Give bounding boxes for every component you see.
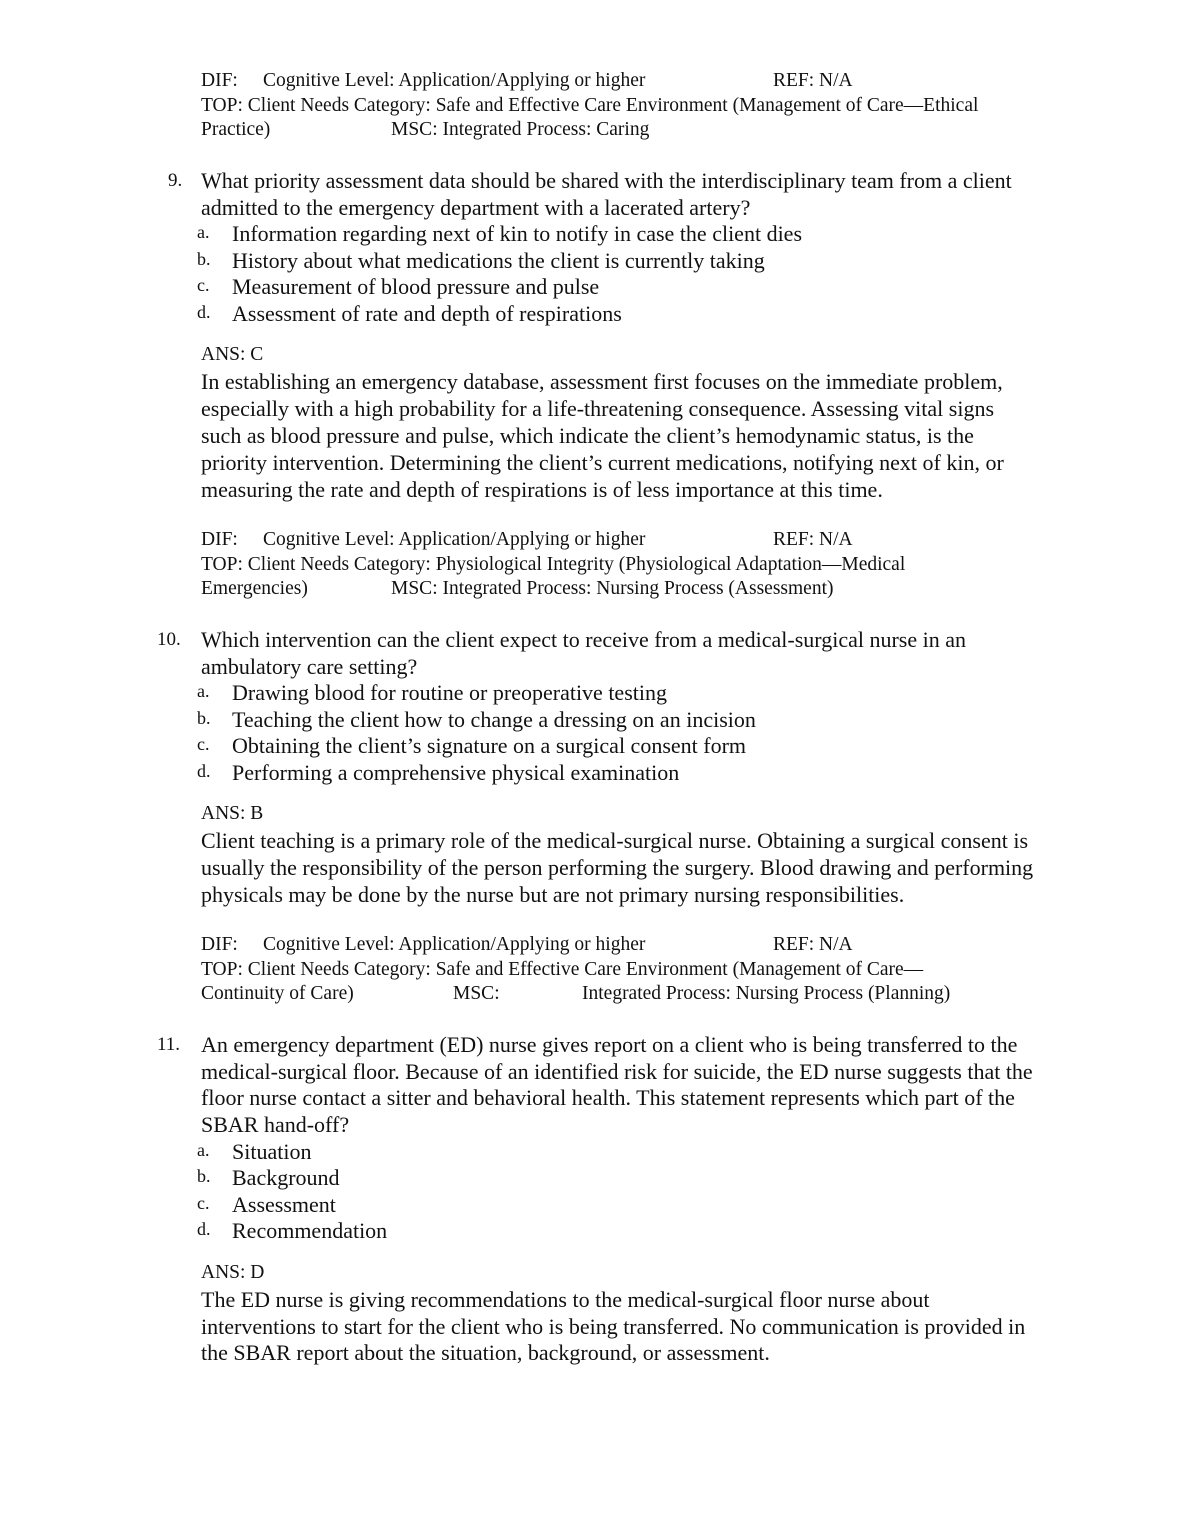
option-letter: b. xyxy=(197,707,211,728)
option-text: Performing a comprehensive physical examination xyxy=(232,759,680,785)
question-stem: An emergency department (ED) nurse gives report on a client who is being transferred to the xyxy=(201,1032,1018,1057)
msc-value: Integrated Process: Nursing Process (Planning) xyxy=(582,983,951,1004)
option-letter: c. xyxy=(197,734,210,755)
rationale-line: physicals may be done by the nurse but are not primary nursing responsibilities. xyxy=(201,882,905,907)
answer-label: ANS: D xyxy=(201,1261,265,1283)
question-stem: admitted to the emergency department with a lacerated artery? xyxy=(201,194,751,220)
question-stem: Which intervention can the client expect to receive from a medical-surgical nurse in an xyxy=(201,627,966,652)
option-letter: b. xyxy=(197,1166,211,1187)
option-text: Information regarding next of kin to notify in case the client dies xyxy=(232,221,803,247)
option-text: Assessment xyxy=(232,1191,336,1217)
top-line: TOP: Client Needs Category: Safe and Effective Care Environment (Management of Care—Ethical xyxy=(201,95,979,116)
msc-label: MSC: Integrated Process: Caring xyxy=(391,119,650,140)
dif-value: Cognitive Level: Application/Applying or higher xyxy=(263,70,646,91)
option-text: Assessment of rate and depth of respirations xyxy=(232,300,622,326)
option-letter: a. xyxy=(197,681,210,702)
option-text: Obtaining the client’s signature on a surgical consent form xyxy=(232,733,747,759)
rationale-line: In establishing an emergency database, assessment first focuses on the immediate problem, xyxy=(201,369,1003,395)
dif-value: Cognitive Level: Application/Applying or higher xyxy=(263,529,646,550)
option-text: History about what medications the client is currently taking xyxy=(232,247,765,273)
ref-value: REF: N/A xyxy=(773,70,853,91)
option-text: Situation xyxy=(232,1138,312,1164)
question-stem: medical-surgical floor. Because of an identified risk for suicide, the ED nurse suggests that the xyxy=(201,1058,1033,1084)
rationale-line: usually the responsibility of the person performing the surgery. Blood drawing and performing xyxy=(201,855,1034,881)
option-letter: b. xyxy=(197,248,211,269)
question-stem: SBAR hand-off? xyxy=(201,1112,350,1138)
question-stem: What priority assessment data should be shared with the interdisciplinary team from a client xyxy=(201,168,1012,193)
dif-label: DIF: xyxy=(201,529,238,550)
top-line: Emergencies) xyxy=(201,578,308,599)
question-number: 11. xyxy=(157,1034,181,1055)
rationale-line: measuring the rate and depth of respirations is of less importance at this time. xyxy=(201,476,883,502)
option-text: Measurement of blood pressure and pulse xyxy=(232,274,600,300)
option-text: Teaching the client how to change a dressing on an incision xyxy=(232,706,756,732)
option-text: Recommendation xyxy=(232,1218,388,1244)
rationale-line: interventions to start for the client who is being transferred. No communication is provided in xyxy=(201,1313,1026,1339)
option-letter: d. xyxy=(197,301,211,322)
question-number: 10. xyxy=(157,629,181,650)
option-letter: a. xyxy=(197,1139,210,1160)
option-letter: c. xyxy=(197,275,210,296)
rationale-line: such as blood pressure and pulse, which indicate the client’s hemodynamic status, is the xyxy=(201,423,974,448)
rationale-line: Client teaching is a primary role of the medical-surgical nurse. Obtaining a surgical consent is xyxy=(201,828,1029,854)
answer-label: ANS: B xyxy=(201,803,264,825)
option-letter: a. xyxy=(197,222,210,243)
top-line: TOP: Client Needs Category: Safe and Effective Care Environment (Management of Care— xyxy=(201,959,924,980)
dif-label: DIF: xyxy=(201,70,238,91)
top-line: TOP: Client Needs Category: Physiological Integrity (Physiological Adaptation—Medical xyxy=(201,554,906,575)
question-stem: floor nurse contact a sitter and behavioral health. This statement represents which part of the xyxy=(201,1085,1015,1111)
question-stem: ambulatory care setting? xyxy=(201,653,418,679)
dif-value: Cognitive Level: Application/Applying or higher xyxy=(263,934,646,955)
option-letter: c. xyxy=(197,1192,210,1213)
answer-label: ANS: C xyxy=(201,344,264,366)
option-text: Background xyxy=(232,1165,340,1191)
option-letter: d. xyxy=(197,760,211,781)
option-text: Drawing blood for routine or preoperative testing xyxy=(232,680,667,706)
ref-value: REF: N/A xyxy=(773,934,853,955)
rationale-line: priority intervention. Determining the client’s current medications, notifying next of kin, or xyxy=(201,449,1004,475)
rationale-line: especially with a high probability for a life-threatening consequence. Assessing vital signs xyxy=(201,396,995,422)
msc-label: MSC: Integrated Process: Nursing Process (Assessment) xyxy=(391,578,834,599)
top-line: Continuity of Care) xyxy=(201,983,354,1004)
dif-label: DIF: xyxy=(201,934,238,955)
option-letter: d. xyxy=(197,1219,211,1240)
question-number: 9. xyxy=(168,170,183,191)
rationale-line: The ED nurse is giving recommendations to the medical-surgical floor nurse about xyxy=(201,1286,930,1312)
ref-value: REF: N/A xyxy=(773,529,853,550)
top-line: Practice) xyxy=(201,119,271,140)
rationale-line: the SBAR report about the situation, background, or assessment. xyxy=(201,1340,770,1366)
msc-label: MSC: xyxy=(453,983,500,1004)
